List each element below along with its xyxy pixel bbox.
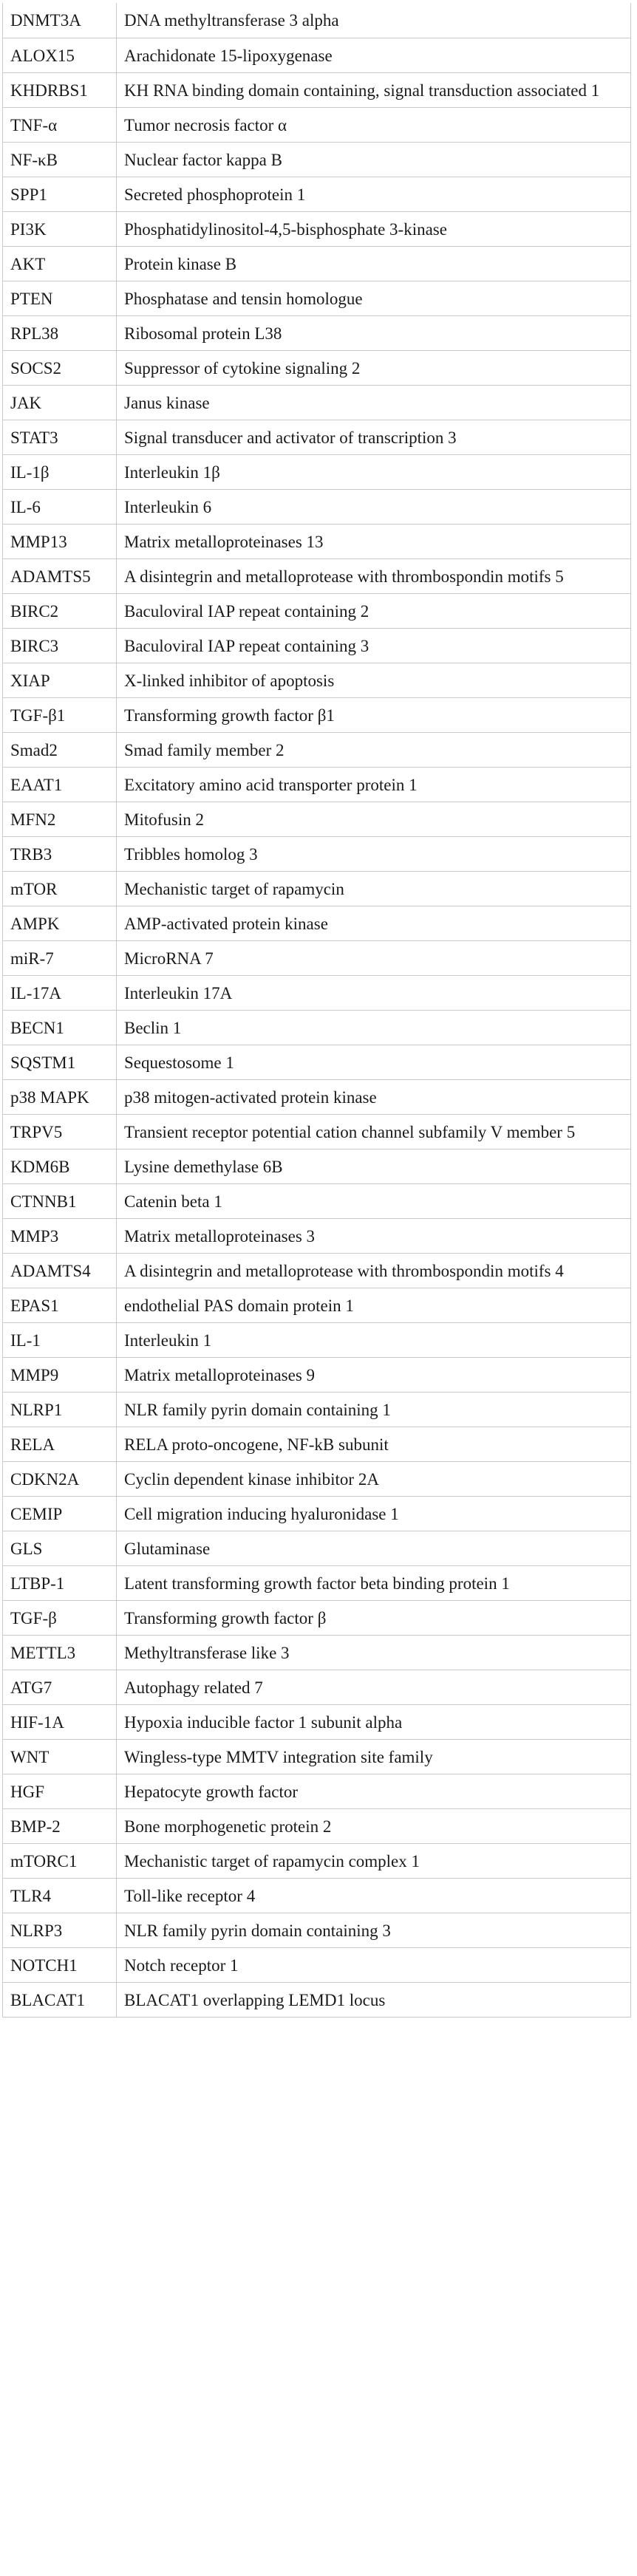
table-row [3,1010,631,1045]
full-name-cell: Cyclin dependent kinase inhibitor 2A [117,1461,631,1496]
full-name-cell: Matrix metalloproteinases 3 [117,1218,631,1253]
abbreviation-cell: TNF-α [3,107,117,142]
table-row [3,72,631,107]
full-name-cell: Mechanistic target of rapamycin [117,871,631,906]
abbreviation-cell: HGF [3,1774,117,1808]
abbreviation-cell: DNMT3A [3,3,117,38]
abbreviation-cell: Smad2 [3,732,117,767]
abbreviation-cell: WNT [3,1739,117,1774]
table-row [3,1253,631,1288]
abbreviation-cell: MMP3 [3,1218,117,1253]
abbreviation-cell: MMP9 [3,1357,117,1392]
abbreviation-cell: BLACAT1 [3,1982,117,2017]
abbreviation-cell: ADAMTS4 [3,1253,117,1288]
abbreviation-cell: TGF-β [3,1600,117,1635]
table-row [3,1808,631,1843]
table-row [3,1739,631,1774]
table-row [3,1288,631,1322]
abbreviation-cell: KHDRBS1 [3,72,117,107]
table-row [3,1531,631,1565]
full-name-cell: Transient receptor potential cation channel subfamily V member 5 [117,1114,631,1149]
table-row [3,1045,631,1079]
abbreviation-cell: TLR4 [3,1878,117,1913]
full-name-cell: Ribosomal protein L38 [117,315,631,350]
table-row [3,1600,631,1635]
full-name-cell: endothelial PAS domain protein 1 [117,1288,631,1322]
table-row [3,1843,631,1878]
table-row [3,1427,631,1461]
abbreviation-cell: MFN2 [3,802,117,836]
abbreviation-cell: IL-6 [3,489,117,524]
table-row [3,1913,631,1947]
table-row [3,1878,631,1913]
full-name-cell: Sequestosome 1 [117,1045,631,1079]
full-name-cell: Cell migration inducing hyaluronidase 1 [117,1496,631,1531]
table-row [3,732,631,767]
full-name-cell: Arachidonate 15-lipoxygenase [117,38,631,72]
table-row [3,3,631,38]
full-name-cell: Lysine demethylase 6B [117,1149,631,1183]
abbreviation-cell: RELA [3,1427,117,1461]
table-row [3,246,631,281]
full-name-cell: Interleukin 1β [117,454,631,489]
table-row [3,350,631,385]
abbreviation-cell: BIRC2 [3,593,117,628]
table-row [3,489,631,524]
full-name-cell: BLACAT1 overlapping LEMD1 locus [117,1982,631,2017]
abbreviation-cell: BMP-2 [3,1808,117,1843]
table-row [3,38,631,72]
table-row [3,281,631,315]
table-row [3,593,631,628]
abbreviation-cell: NOTCH1 [3,1947,117,1982]
table-row [3,1565,631,1600]
full-name-cell: KH RNA binding domain containing, signal transduction associated 1 [117,72,631,107]
full-name-cell: DNA methyltransferase 3 alpha [117,3,631,38]
table-row [3,142,631,177]
table-row [3,1392,631,1427]
abbreviation-cell: IL-1β [3,454,117,489]
full-name-cell: Signal transducer and activator of transcription 3 [117,420,631,454]
full-name-cell: Transforming growth factor β [117,1600,631,1635]
full-name-cell: Suppressor of cytokine signaling 2 [117,350,631,385]
abbreviation-cell: BECN1 [3,1010,117,1045]
table-row [3,1982,631,2017]
table-row [3,906,631,940]
table-row [3,1322,631,1357]
full-name-cell: A disintegrin and metalloprotease with thrombospondin motifs 4 [117,1253,631,1288]
table-row [3,871,631,906]
abbreviation-cell: TRB3 [3,836,117,871]
abbreviation-cell: CEMIP [3,1496,117,1531]
abbreviation-cell: NF-κB [3,142,117,177]
abbreviation-table-body [3,3,631,2017]
table-row [3,836,631,871]
abbreviation-cell: NLRP3 [3,1913,117,1947]
abbreviation-cell: JAK [3,385,117,420]
abbreviation-cell: MMP13 [3,524,117,558]
abbreviation-cell: GLS [3,1531,117,1565]
full-name-cell: X-linked inhibitor of apoptosis [117,663,631,697]
full-name-cell: Glutaminase [117,1531,631,1565]
table-row [3,211,631,246]
full-name-cell: Protein kinase B [117,246,631,281]
full-name-cell: Transforming growth factor β1 [117,697,631,732]
table-row [3,1670,631,1704]
table-row [3,1218,631,1253]
full-name-cell: Matrix metalloproteinases 9 [117,1357,631,1392]
full-name-cell: Matrix metalloproteinases 13 [117,524,631,558]
abbreviation-cell: SPP1 [3,177,117,211]
table-row [3,558,631,593]
abbreviation-cell: PI3K [3,211,117,246]
full-name-cell: Autophagy related 7 [117,1670,631,1704]
full-name-cell: Nuclear factor kappa B [117,142,631,177]
abbreviation-cell: METTL3 [3,1635,117,1670]
full-name-cell: MicroRNA 7 [117,940,631,975]
table-row [3,420,631,454]
table-row [3,1461,631,1496]
full-name-cell: Bone morphogenetic protein 2 [117,1808,631,1843]
full-name-cell: Tumor necrosis factor α [117,107,631,142]
full-name-cell: Wingless-type MMTV integration site family [117,1739,631,1774]
abbreviation-cell: EAAT1 [3,767,117,802]
table-row [3,1079,631,1114]
abbreviation-cell: ATG7 [3,1670,117,1704]
full-name-cell: Interleukin 1 [117,1322,631,1357]
full-name-cell: Baculoviral IAP repeat containing 2 [117,593,631,628]
abbreviation-cell: RPL38 [3,315,117,350]
table-row [3,802,631,836]
full-name-cell: Smad family member 2 [117,732,631,767]
abbreviation-table [2,3,631,2018]
table-row [3,940,631,975]
full-name-cell: Hypoxia inducible factor 1 subunit alpha [117,1704,631,1739]
abbreviation-cell: STAT3 [3,420,117,454]
abbreviation-cell: AMPK [3,906,117,940]
full-name-cell: AMP-activated protein kinase [117,906,631,940]
full-name-cell: NLR family pyrin domain containing 1 [117,1392,631,1427]
abbreviation-cell: IL-1 [3,1322,117,1357]
table-row [3,767,631,802]
table-row [3,1357,631,1392]
full-name-cell: p38 mitogen-activated protein kinase [117,1079,631,1114]
abbreviation-cell: PTEN [3,281,117,315]
abbreviation-cell: XIAP [3,663,117,697]
abbreviation-cell: ALOX15 [3,38,117,72]
abbreviation-cell: KDM6B [3,1149,117,1183]
abbreviation-cell: TRPV5 [3,1114,117,1149]
table-row [3,1114,631,1149]
abbreviation-cell: TGF-β1 [3,697,117,732]
full-name-cell: Beclin 1 [117,1010,631,1045]
full-name-cell: Notch receptor 1 [117,1947,631,1982]
full-name-cell: Secreted phosphoprotein 1 [117,177,631,211]
full-name-cell: Mechanistic target of rapamycin complex 1 [117,1843,631,1878]
full-name-cell: A disintegrin and metalloprotease with thrombospondin motifs 5 [117,558,631,593]
full-name-cell: Janus kinase [117,385,631,420]
full-name-cell: Baculoviral IAP repeat containing 3 [117,628,631,663]
table-row [3,1183,631,1218]
full-name-cell: Tribbles homolog 3 [117,836,631,871]
abbreviation-cell: LTBP-1 [3,1565,117,1600]
abbreviation-cell: miR-7 [3,940,117,975]
table-row [3,1774,631,1808]
table-row [3,1704,631,1739]
table-row [3,1496,631,1531]
table-row [3,454,631,489]
full-name-cell: Latent transforming growth factor beta binding protein 1 [117,1565,631,1600]
abbreviation-cell: mTORC1 [3,1843,117,1878]
table-row [3,315,631,350]
abbreviation-cell: IL-17A [3,975,117,1010]
full-name-cell: NLR family pyrin domain containing 3 [117,1913,631,1947]
full-name-cell: Catenin beta 1 [117,1183,631,1218]
full-name-cell: Toll-like receptor 4 [117,1878,631,1913]
abbreviation-cell: mTOR [3,871,117,906]
full-name-cell: Hepatocyte growth factor [117,1774,631,1808]
abbreviation-cell: p38 MAPK [3,1079,117,1114]
abbreviation-cell: EPAS1 [3,1288,117,1322]
full-name-cell: Interleukin 6 [117,489,631,524]
abbreviation-cell: NLRP1 [3,1392,117,1427]
full-name-cell: Interleukin 17A [117,975,631,1010]
table-row [3,1947,631,1982]
full-name-cell: Phosphatase and tensin homologue [117,281,631,315]
full-name-cell: Excitatory amino acid transporter protein 1 [117,767,631,802]
table-row [3,1635,631,1670]
table-row [3,1149,631,1183]
table-row [3,524,631,558]
full-name-cell: Methyltransferase like 3 [117,1635,631,1670]
table-row [3,697,631,732]
table-row [3,385,631,420]
table-row [3,975,631,1010]
table-row [3,628,631,663]
abbreviation-cell: AKT [3,246,117,281]
full-name-cell: Mitofusin 2 [117,802,631,836]
abbreviation-cell: HIF-1A [3,1704,117,1739]
abbreviation-cell: SOCS2 [3,350,117,385]
table-row [3,107,631,142]
abbreviation-cell: SQSTM1 [3,1045,117,1079]
full-name-cell: RELA proto-oncogene, NF-kB subunit [117,1427,631,1461]
table-row [3,663,631,697]
abbreviation-cell: CTNNB1 [3,1183,117,1218]
abbreviation-cell: CDKN2A [3,1461,117,1496]
full-name-cell: Phosphatidylinositol-4,5-bisphosphate 3-kinase [117,211,631,246]
table-row [3,177,631,211]
abbreviation-cell: BIRC3 [3,628,117,663]
abbreviation-cell: ADAMTS5 [3,558,117,593]
